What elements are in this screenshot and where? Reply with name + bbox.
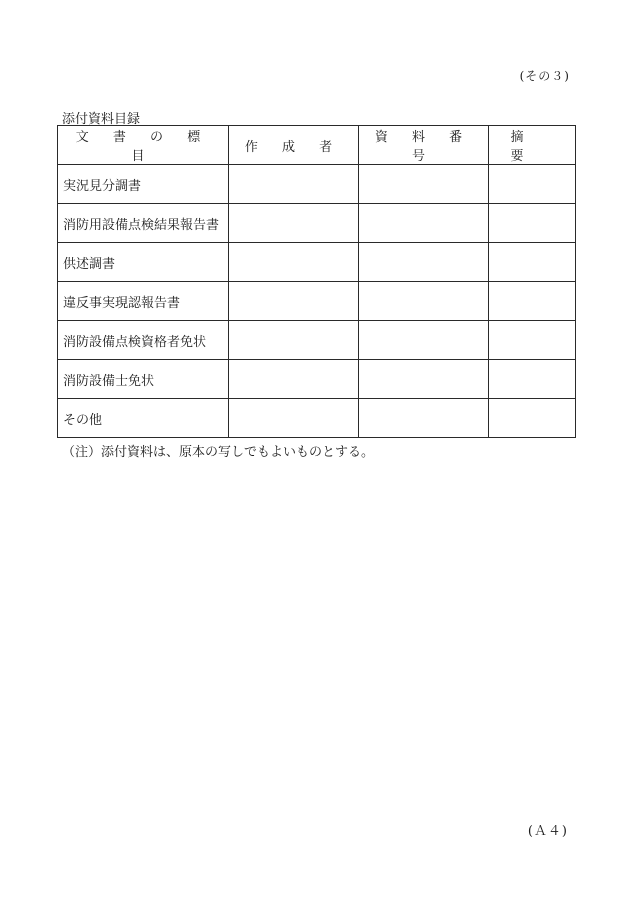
header-summary: 摘 要: [489, 126, 576, 165]
row-author-cell[interactable]: [229, 243, 359, 282]
row-summary-cell[interactable]: [489, 399, 576, 438]
header-material-number: 資 料 番 号: [359, 126, 489, 165]
table-row: [58, 204, 576, 243]
page-number: (その３): [519, 69, 570, 83]
row-number-cell[interactable]: [359, 360, 489, 399]
table-row: [58, 399, 576, 438]
list-title: 添付資料目録: [62, 112, 141, 127]
table-row: [58, 165, 576, 204]
table-header-row: [58, 126, 576, 165]
row-document-title: 消防設備士免状: [58, 360, 229, 399]
row-number-cell[interactable]: [359, 282, 489, 321]
row-author-cell[interactable]: [229, 360, 359, 399]
row-number-cell[interactable]: [359, 321, 489, 360]
row-summary-cell[interactable]: [489, 360, 576, 399]
paper-size-label: (Ａ４): [527, 824, 568, 839]
header-author: 作 成 者: [229, 126, 359, 165]
row-document-title: 実況見分調書: [58, 165, 229, 204]
row-summary-cell[interactable]: [489, 243, 576, 282]
row-author-cell[interactable]: [229, 321, 359, 360]
row-document-title: 消防用設備点検結果報告書: [58, 204, 229, 243]
table-row: [58, 360, 576, 399]
row-document-title: 違反事実現認報告書: [58, 282, 229, 321]
row-document-title: 供述調書: [58, 243, 229, 282]
row-author-cell[interactable]: [229, 165, 359, 204]
attachments-table: [57, 125, 576, 438]
row-author-cell[interactable]: [229, 282, 359, 321]
row-number-cell[interactable]: [359, 165, 489, 204]
row-number-cell[interactable]: [359, 399, 489, 438]
row-document-title: その他: [58, 399, 229, 438]
row-summary-cell[interactable]: [489, 282, 576, 321]
table-row: [58, 321, 576, 360]
table-row: [58, 243, 576, 282]
row-author-cell[interactable]: [229, 204, 359, 243]
row-author-cell[interactable]: [229, 399, 359, 438]
table-row: [58, 282, 576, 321]
row-number-cell[interactable]: [359, 243, 489, 282]
row-summary-cell[interactable]: [489, 204, 576, 243]
row-number-cell[interactable]: [359, 204, 489, 243]
row-document-title: 消防設備点検資格者免状: [58, 321, 229, 360]
footnote: （注）添付資料は、原本の写しでもよいものとする。: [62, 445, 375, 460]
row-summary-cell[interactable]: [489, 165, 576, 204]
row-summary-cell[interactable]: [489, 321, 576, 360]
header-document-title: 文 書 の 標 目: [58, 126, 229, 165]
